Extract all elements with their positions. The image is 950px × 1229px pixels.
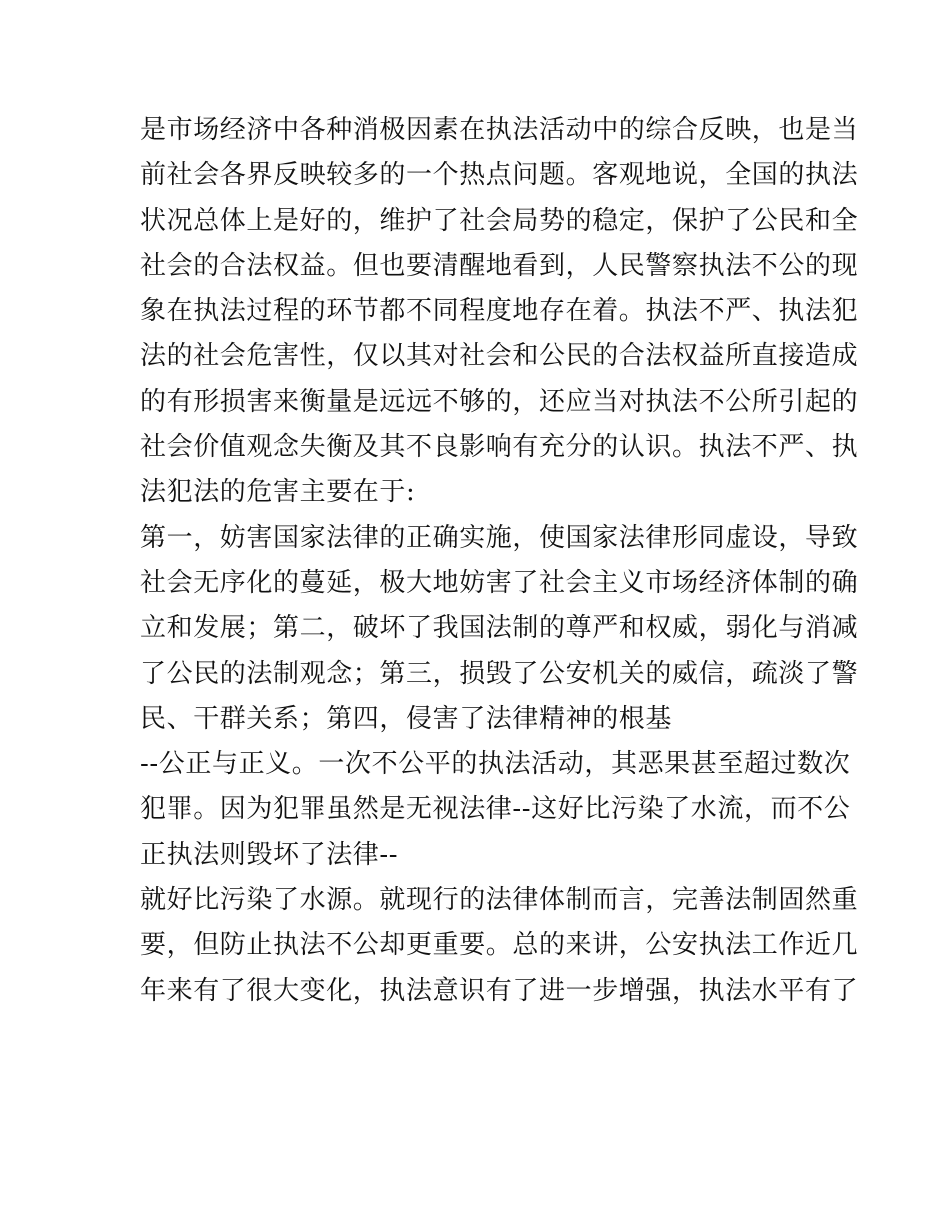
text-line: 社会无序化的蔓延，极大地妨害了社会主义市场经济体制的确 [140, 567, 859, 598]
text-line: 年来有了很大变化，执法意识有了进一步增强，执法水平有了 [140, 975, 859, 1006]
text-line: --公正与正义。一次不公平的执法活动，其恶果甚至超过数次 [140, 749, 851, 780]
text-line: 是市场经济中各种消极因素在执法活动中的综合反映，也是当 [140, 115, 859, 145]
text-line: 民、干群关系；第四，侵害了法律精神的根基 [140, 703, 673, 734]
text-line: 象在执法过程的环节都不同程度地存在着。执法不严、执法犯 [140, 296, 859, 327]
text-line: 正执法则毁坏了法律-- [140, 839, 399, 870]
text-line: 社会价值观念失衡及其不良影响有充分的认识。执法不严、执 [140, 432, 859, 463]
text-line: 社会的合法权益。但也要清醒地看到，人民警察执法不公的现 [140, 250, 859, 281]
text-line: 第一，妨害国家法律的正确实施，使国家法律形同虚设，导致 [140, 522, 859, 553]
text-line: 就好比污染了水源。就现行的法律体制而言，完善法制固然重 [140, 885, 859, 916]
text-line: 立和发展；第二，破坏了我国法制的尊严和权威，弱化与消减 [140, 613, 859, 644]
text-line: 了公民的法制观念；第三，损毁了公安机关的威信，疏淡了警 [140, 658, 859, 689]
text-line: 状况总体上是好的，维护了社会局势的稳定，保护了公民和全 [140, 205, 859, 236]
text-line: 前社会各界反映较多的一个热点问题。客观地说，全国的执法 [140, 160, 859, 191]
text-line: 要，但防止执法不公却更重要。总的来讲，公安执法工作近几 [140, 930, 859, 961]
text-line: 犯罪。因为犯罪虽然是无视法律--这好比污染了水流，而不公 [140, 794, 851, 825]
text-line: 的有形损害来衡量是远远不够的，还应当对执法不公所引起的 [140, 386, 859, 417]
text-line: 法犯法的危害主要在于: [140, 477, 416, 508]
text-line: 法的社会危害性，仅以其对社会和公民的合法权益所直接造成 [140, 341, 859, 372]
body-text [140, 108, 859, 1014]
